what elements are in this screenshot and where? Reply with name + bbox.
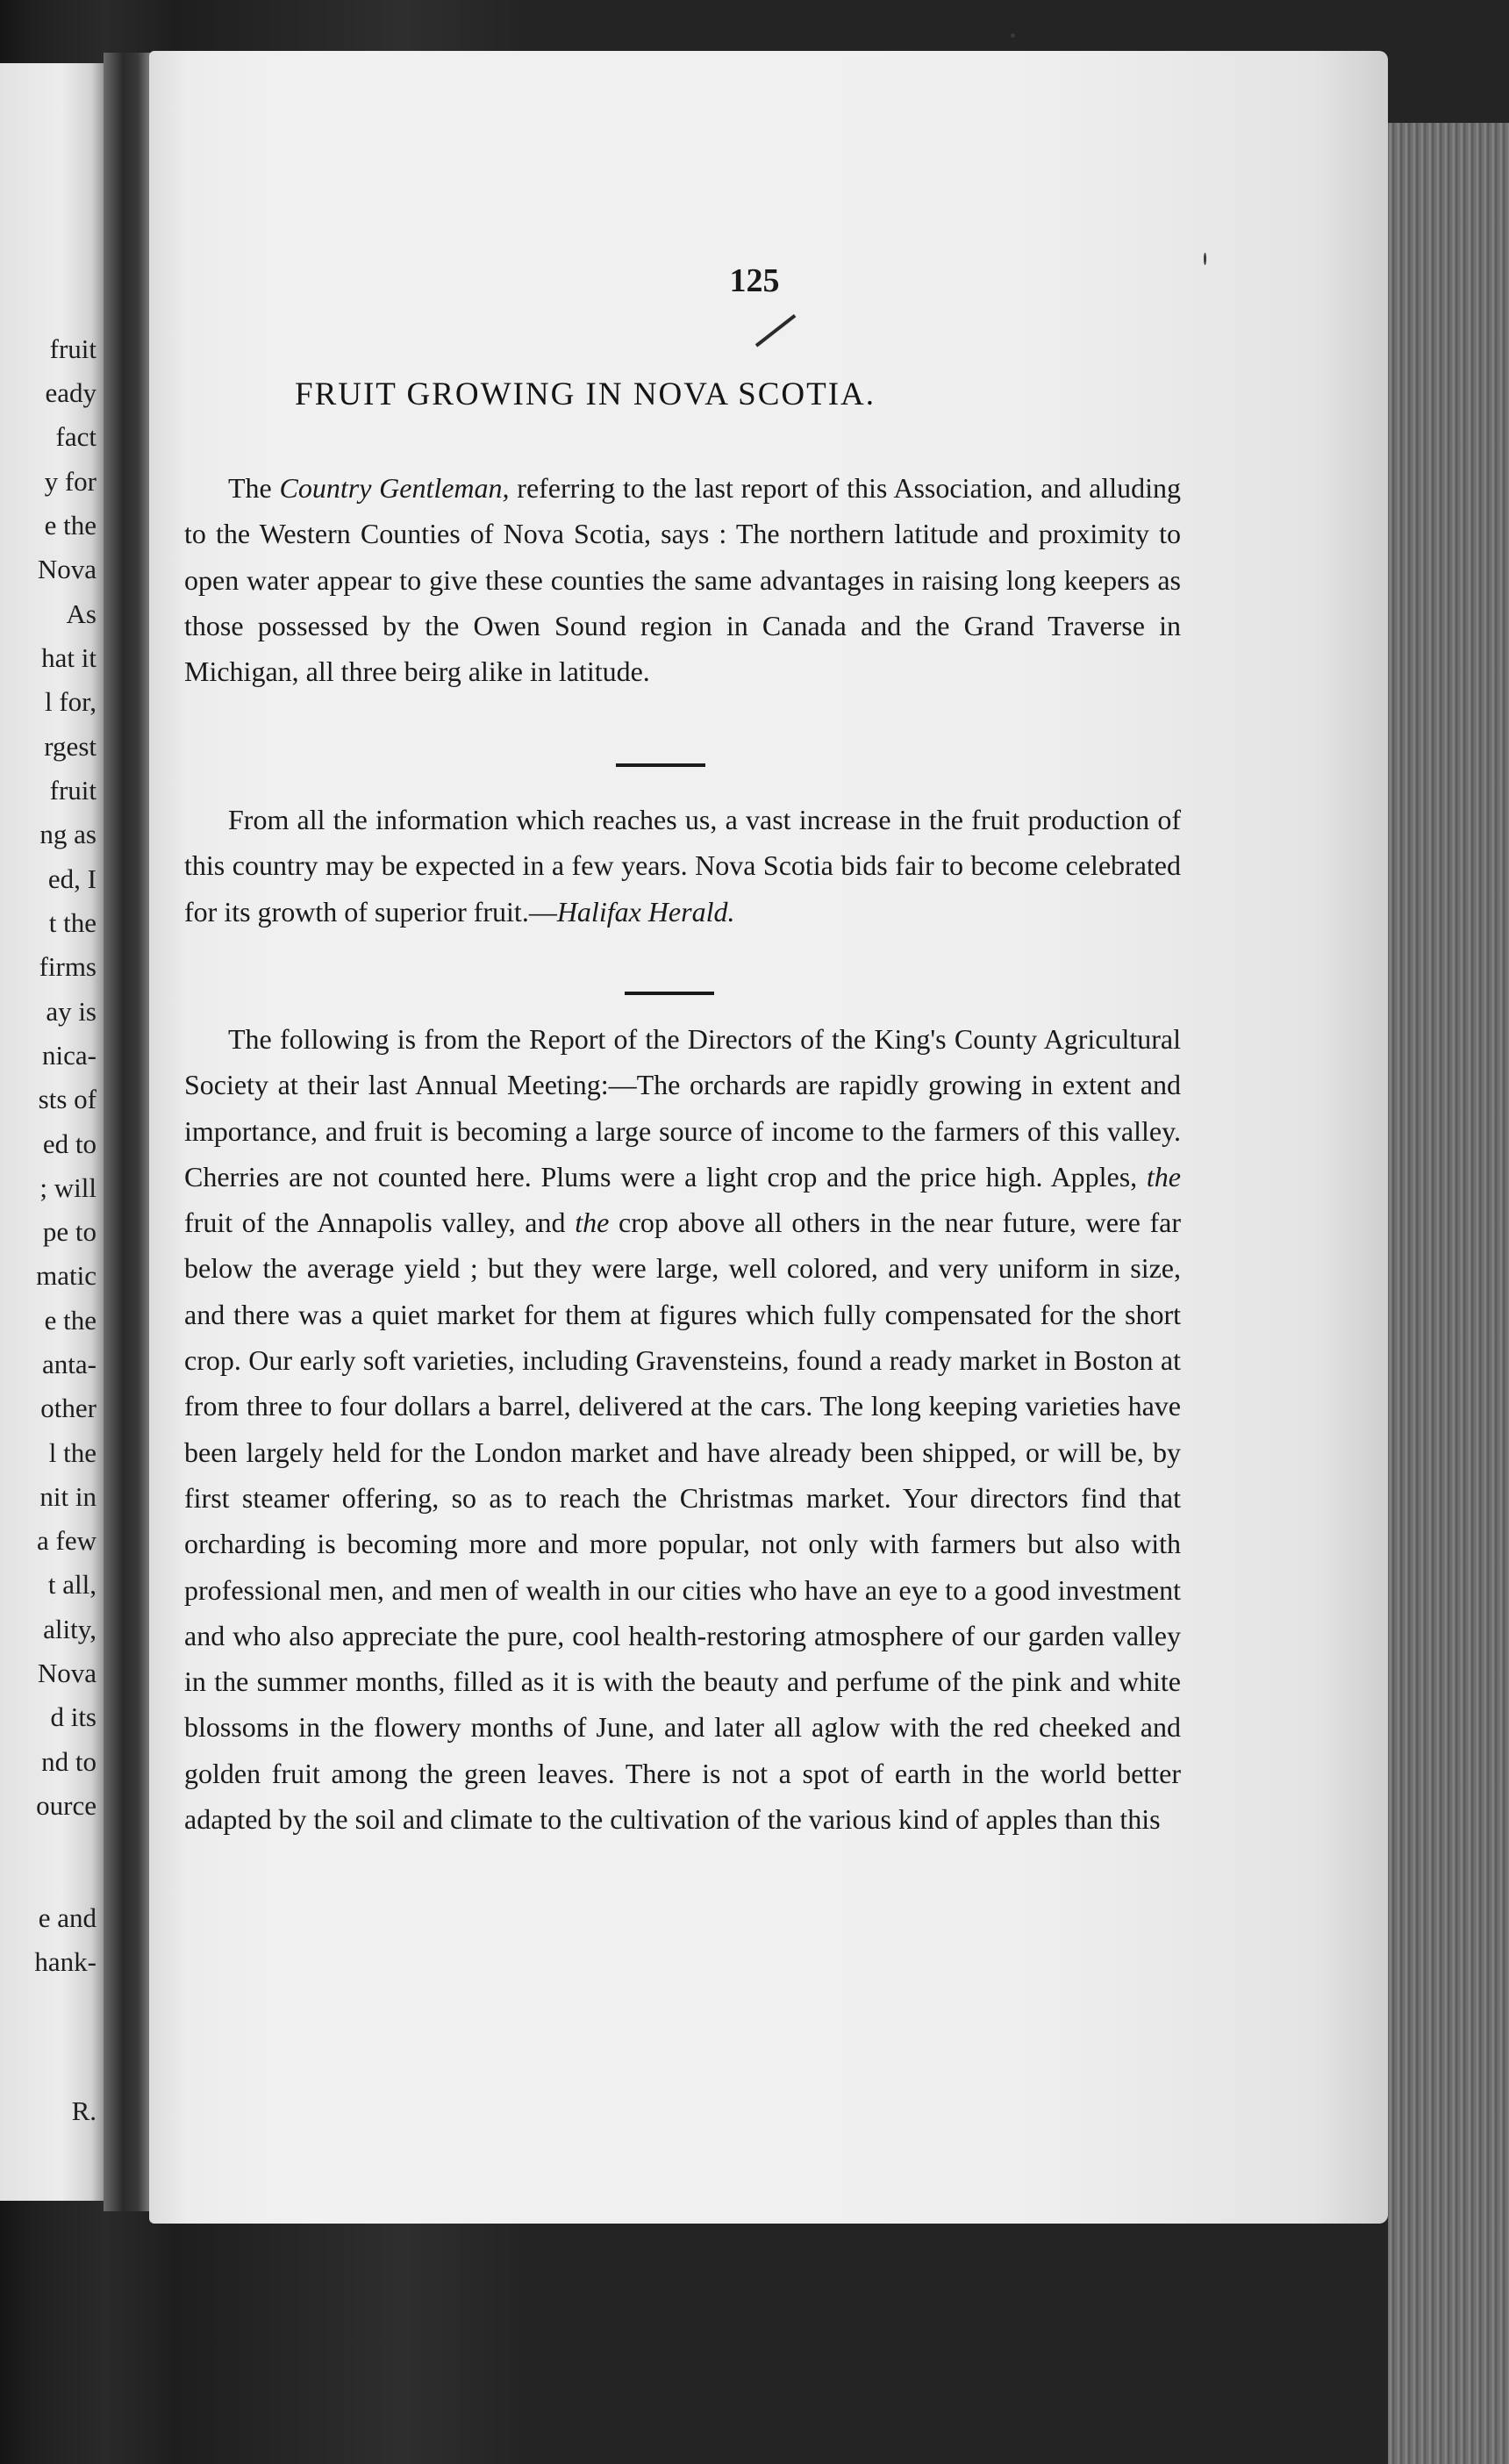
left-page-fragment: matic xyxy=(36,1260,97,1291)
paragraph-halifax-herald xyxy=(184,797,1181,935)
left-page-fragment: fact xyxy=(55,421,97,452)
left-page-fragment: a few xyxy=(37,1525,97,1556)
left-page-fragment: anta- xyxy=(42,1349,97,1379)
left-page-fragment: Nova xyxy=(37,1658,97,1688)
left-page-fragment: eady xyxy=(45,377,97,408)
left-page-fragment: rgest xyxy=(44,731,97,762)
left-page-fragment: y for xyxy=(44,466,97,497)
emphasis: the xyxy=(1146,1160,1181,1193)
left-page-fragment: nd to xyxy=(41,1746,97,1777)
paragraph-text: From all the information which reaches us, a vast increase in the fruit production of this country may be expected in a few years. Nova Scotia bids fair to become celebrated for its growth of superior fruit.— xyxy=(184,804,1181,928)
left-page-fragment: As xyxy=(66,598,97,629)
left-page-fragment: ay is xyxy=(46,996,97,1027)
left-page-fragment: l for, xyxy=(44,686,97,717)
section-divider xyxy=(625,992,714,995)
left-page-fragment: firms xyxy=(39,951,97,982)
left-page-fragment: hat it xyxy=(41,642,97,673)
left-page-fragment: ed to xyxy=(42,1128,97,1159)
left-page-fragment: ng as xyxy=(39,819,97,849)
article-title: FRUIT GROWING IN NOVA SCOTIA. xyxy=(295,376,876,412)
paragraph-text: referring to the last report of this Association, and alluding to the Western Counties of Nova Scotia, says : The northern latitude and proximity to open water appear to give these counties the same advantages in raising long keepers as those possessed by the Owen Sound region in Canada and the Grand Traverse in Michigan, all three beirg alike in latitude. xyxy=(184,472,1182,688)
left-page-fragment: ality, xyxy=(43,1614,97,1644)
page-number: 125 xyxy=(729,262,780,299)
left-page-fragment: R. xyxy=(71,2095,97,2126)
left-page-fragment: Nova xyxy=(37,554,97,584)
paragraph-country-gentleman xyxy=(184,465,1181,694)
left-page-fragment: pe to xyxy=(42,1216,97,1247)
paragraph-text: The following is from the Report of the Directors of the King's County Agricultural Society at their last Annual Meeting:—The orchards are rapidly growing in extent and importance, and fruit is becoming a large source of income to the farmers of this valley. Cherries are not counted here. Plums were a light crop and the price high. Apples, xyxy=(184,1023,1181,1193)
left-page-fragment: nit in xyxy=(39,1481,97,1512)
left-page-fragment: d its xyxy=(50,1701,97,1732)
page-edge-stack xyxy=(1388,123,1509,2464)
left-page-fragment: e the xyxy=(44,1305,97,1336)
scan-speck xyxy=(1011,33,1015,38)
left-page-fragment: other xyxy=(40,1393,97,1423)
source-attribution: Halifax Herald. xyxy=(556,895,735,928)
paragraph-kings-county-report xyxy=(184,1016,1181,1842)
paragraph-text: crop above all others in the near future, were far below the average yield ; but they were large, well colored, and very uniform in size, and there was a quiet market for them at figures which fully compensated for the short crop. Our early soft varieties, including Gravensteins, found a ready market in Boston at from three to four dollars a barrel, delivered at the cars. The long keeping varieties have been largely held for the London market and have already been shipped, or will be, by first steamer offering, so as to reach the Christmas market. Your directors find that orcharding is becoming more and more popular, not only with farmers but also with professional men, and men of wealth in our cities who have an eye to a good investment and who also appreciate the pure, cool health-restoring atmosphere of our garden valley in the summer months, filled as it is with the beauty and perfume of the pink and white blossoms in the flowery months of June, and later all aglow with the red cheeked and golden fruit among the green leaves. There is not a spot of earth in the world better adapted by the soil and climate to the cultivation of the various kind of apples than this xyxy=(184,1207,1181,1836)
left-page-fragment: fruit xyxy=(49,775,97,806)
book-gutter xyxy=(104,53,153,2211)
left-page-fragment: t all, xyxy=(47,1569,97,1600)
left-page-fragment: fruit xyxy=(49,333,97,364)
publication-name: Country Gentleman, xyxy=(279,472,510,504)
left-page-fragment: ource xyxy=(36,1790,97,1821)
left-page-fragment: e the xyxy=(44,510,97,541)
left-page-fragment: ed, I xyxy=(47,863,97,894)
section-divider xyxy=(616,763,705,767)
scan-speck xyxy=(1204,253,1206,265)
left-page-fragment: hank- xyxy=(34,1946,97,1977)
paragraph-text: The xyxy=(228,472,280,504)
left-page-fragment: sts of xyxy=(38,1084,97,1114)
paragraph-text: fruit of the Annapolis valley, and xyxy=(184,1207,576,1239)
left-page-fragment: l the xyxy=(48,1437,97,1468)
left-page-fragment: ; will xyxy=(39,1172,97,1203)
left-page-fragment: t the xyxy=(48,907,97,938)
left-page-fragment: nica- xyxy=(42,1040,97,1071)
emphasis: the xyxy=(575,1207,610,1239)
left-page-fragment: e and xyxy=(38,1902,97,1933)
left-facing-page xyxy=(0,63,104,2201)
